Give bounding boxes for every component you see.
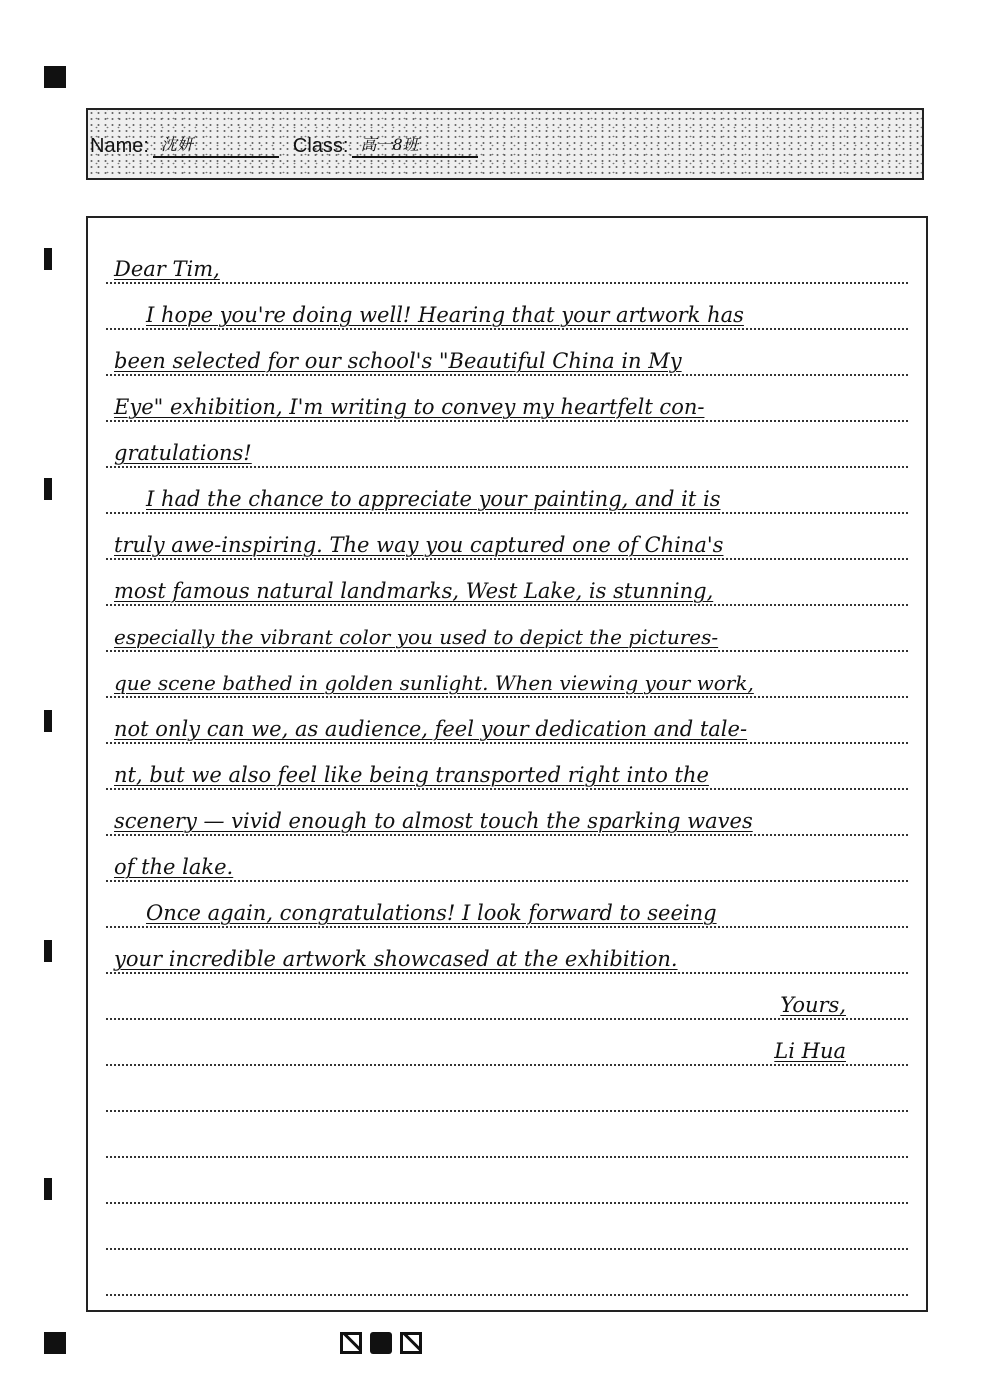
letter-greeting: Dear Tim, [114,257,220,281]
ruled-line [106,1204,908,1250]
ruled-lines [106,238,908,1296]
student-info-header [86,108,924,180]
letter-closing: Yours, [780,993,846,1017]
ruled-line [106,974,908,1020]
ruled-line [106,468,908,514]
letter-line: I hope you're doing well! Hearing that your artwork has [146,303,744,327]
ruled-line [106,376,908,422]
letter-line: of the lake. [114,855,234,879]
student-info-row [90,134,492,158]
ruled-line [106,928,908,974]
ruled-line [106,836,908,882]
timing-mark [44,940,52,962]
letter-line: Eye" exhibition, I'm writing to convey my heartfelt con- [114,395,705,419]
letter-line: que scene bathed in golden sunlight. When viewing your work, [114,671,754,695]
letter-line: I had the chance to appreciate your painting, and it is [146,487,721,511]
ruled-line [106,1158,908,1204]
timing-mark [44,248,52,270]
ruled-line [106,1066,908,1112]
timing-mark [44,710,52,732]
answer-sheet-writing-area [86,216,928,1312]
name-label: Name: [90,135,149,157]
letter-signature: Li Hua [774,1039,846,1063]
ruled-line [106,652,908,698]
ruled-line [106,606,908,652]
ruled-line [106,790,908,836]
ruled-line [106,1020,908,1066]
ruled-line [106,882,908,928]
letter-line: nt, but we also feel like being transported right into the [114,763,709,787]
registration-mark-bottom-left [44,1332,66,1354]
crossed-box-icon [340,1332,362,1354]
ruled-line [106,1112,908,1158]
ruled-line [106,514,908,560]
ruled-line [106,744,908,790]
letter-line: truly awe-inspiring. The way you captured one of China's [114,533,724,557]
crossed-box-icon [400,1332,422,1354]
ruled-line [106,330,908,376]
name-field[interactable]: 沈妍 [153,134,279,158]
letter-line: scenery — vivid enough to almost touch the sparking waves [114,809,753,833]
timing-mark [44,1178,52,1200]
ruled-line [106,698,908,744]
letter-line: Once again, congratulations! I look forward to seeing [146,901,717,925]
letter-line: your incredible artwork showcased at the exhibition. [114,947,678,971]
class-field[interactable]: 高一8班 [352,134,478,158]
letter-line: been selected for our school's "Beautiful China in My [114,349,682,373]
ruled-line [106,422,908,468]
ruled-line [106,1250,908,1296]
filled-box-icon [370,1332,392,1354]
letter-line: gratulations! [114,441,252,465]
registration-mark-top-left [44,66,66,88]
letter-line: not only can we, as audience, feel your dedication and tale- [114,717,748,741]
class-label: Class: [292,135,349,157]
ruled-line [106,238,908,284]
ruled-line [106,284,908,330]
letter-line: especially the vibrant color you used to depict the pictures- [114,625,719,649]
timing-mark [44,478,52,500]
bottom-marker-group [340,1332,422,1354]
ruled-line [106,560,908,606]
letter-line: most famous natural landmarks, West Lake, is stunning, [114,579,714,603]
